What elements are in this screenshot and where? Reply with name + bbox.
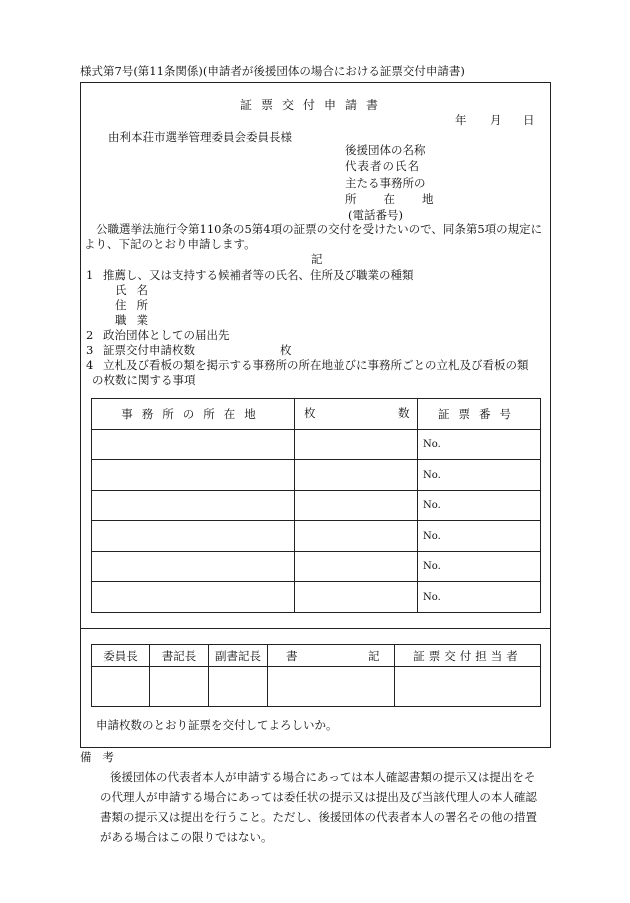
body-text-line2: より、下記のとおり申請します。 xyxy=(84,237,256,251)
location-cell[interactable] xyxy=(92,582,295,613)
table-row xyxy=(92,582,541,613)
date-year: 年 xyxy=(455,113,467,127)
date-month: 月 xyxy=(490,113,502,127)
location-cell[interactable] xyxy=(92,491,295,521)
header-clerk-2: 記 xyxy=(368,649,380,663)
notes-line1: 後援団体の代表者本人が申請する場合にあっては本人確認書類の提示又は提出をそ xyxy=(110,770,536,784)
addressee: 由利本荘市選挙管理委員会委員長様 xyxy=(108,130,292,144)
notes-line4: がある場合はこの限りではない。 xyxy=(100,830,273,844)
office-table xyxy=(91,398,541,613)
count-cell[interactable] xyxy=(295,552,418,582)
form-title: 証票交付申請書 xyxy=(240,98,388,112)
header-number: 証票番号 xyxy=(438,407,520,421)
ki-label: 記 xyxy=(311,252,323,266)
form-header: 様式第7号(第11条関係)(申請者が後援団体の場合における証票交付申請書) xyxy=(80,64,465,78)
header-certificate-officer: 証票交付担当者 xyxy=(395,645,541,667)
location-cell[interactable] xyxy=(92,521,295,552)
office-location-label: 所在地 xyxy=(345,192,461,206)
table-row xyxy=(92,430,541,460)
item1-text: 推薦し、又は支持する候補者等の氏名、住所及び職業の種類 xyxy=(103,268,414,282)
approval-stamp-row xyxy=(92,667,541,707)
number-cell[interactable]: No. xyxy=(418,460,541,491)
stamp-cell[interactable] xyxy=(268,667,395,707)
item4-number: 4 xyxy=(86,358,94,372)
header-chairman: 委員長 xyxy=(92,645,150,667)
approval-table-header xyxy=(92,645,541,667)
table-row xyxy=(92,521,541,552)
notes-line3: 書類の提示又は提出を行うこと。ただし、後援団体の代表者本人の署名その他の措置 xyxy=(100,810,537,824)
date-day: 日 xyxy=(523,113,535,127)
item3-number: 3 xyxy=(86,343,94,357)
stamp-cell[interactable] xyxy=(92,667,150,707)
number-cell[interactable]: No. xyxy=(418,521,541,552)
stamp-cell[interactable] xyxy=(150,667,209,707)
approval-table xyxy=(91,644,541,707)
item2-number: 2 xyxy=(86,328,94,342)
count-cell[interactable] xyxy=(295,491,418,521)
count-cell[interactable] xyxy=(295,521,418,552)
item1-occupation-label: 職業 xyxy=(115,313,158,327)
body-text-line1: 公職選挙法施行令第110条の5第4項の証票の交付を受けたいので、同条第5項の規定に xyxy=(96,222,543,236)
location-cell[interactable] xyxy=(92,552,295,582)
count-cell[interactable] xyxy=(295,430,418,460)
count-cell[interactable] xyxy=(295,460,418,491)
location-cell[interactable] xyxy=(92,430,295,460)
header-count-2: 数 xyxy=(398,406,410,420)
stamp-cell[interactable] xyxy=(395,667,541,707)
item4-text-line1: 立札及び看板の類を掲示する事務所の所在地並びに事務所ごとの立札及び看板の類 xyxy=(103,358,529,372)
representative-label: 代表者の氏名 xyxy=(345,159,420,173)
item3-text: 証票交付申請枚数 xyxy=(103,343,195,357)
number-cell[interactable]: No. xyxy=(418,430,541,460)
header-deputy-secretary: 副書記長 xyxy=(209,645,268,667)
number-cell[interactable]: No. xyxy=(418,491,541,521)
number-cell[interactable]: No. xyxy=(418,552,541,582)
item1-name-label: 氏名 xyxy=(115,283,158,297)
group-name-label: 後援団体の名称 xyxy=(345,143,426,157)
table-row xyxy=(92,491,541,521)
office-table-header xyxy=(92,399,541,430)
office-label: 主たる事務所の xyxy=(345,176,426,190)
location-cell[interactable] xyxy=(92,460,295,491)
notes-label: 備考 xyxy=(80,750,125,764)
table-row xyxy=(92,552,541,582)
item1-number: 1 xyxy=(86,268,94,282)
notes-line2: の代理人が申請する場合にあっては委任状の提示又は提出及び当該代理人の本人確認 xyxy=(100,790,537,804)
count-cell[interactable] xyxy=(295,582,418,613)
stamp-cell[interactable] xyxy=(209,667,268,707)
item4-text-line2: の枚数に関する事項 xyxy=(92,373,196,387)
item1-address-label: 住所 xyxy=(115,298,158,312)
item2-text: 政治団体としての届出先 xyxy=(103,328,230,342)
approval-question: 申請枚数のとおり証票を交付してよろしいか。 xyxy=(96,718,338,732)
header-secretary-general: 書記長 xyxy=(150,645,209,667)
table-row xyxy=(92,460,541,491)
header-location: 事務所の所在地 xyxy=(121,407,265,421)
header-clerk-1: 書 xyxy=(286,649,298,663)
header-count-1: 枚 xyxy=(304,406,316,420)
phone-label: (電話番号) xyxy=(348,208,403,222)
item3-unit: 枚 xyxy=(280,343,292,357)
section-divider xyxy=(80,628,551,629)
number-cell[interactable]: No. xyxy=(418,582,541,613)
